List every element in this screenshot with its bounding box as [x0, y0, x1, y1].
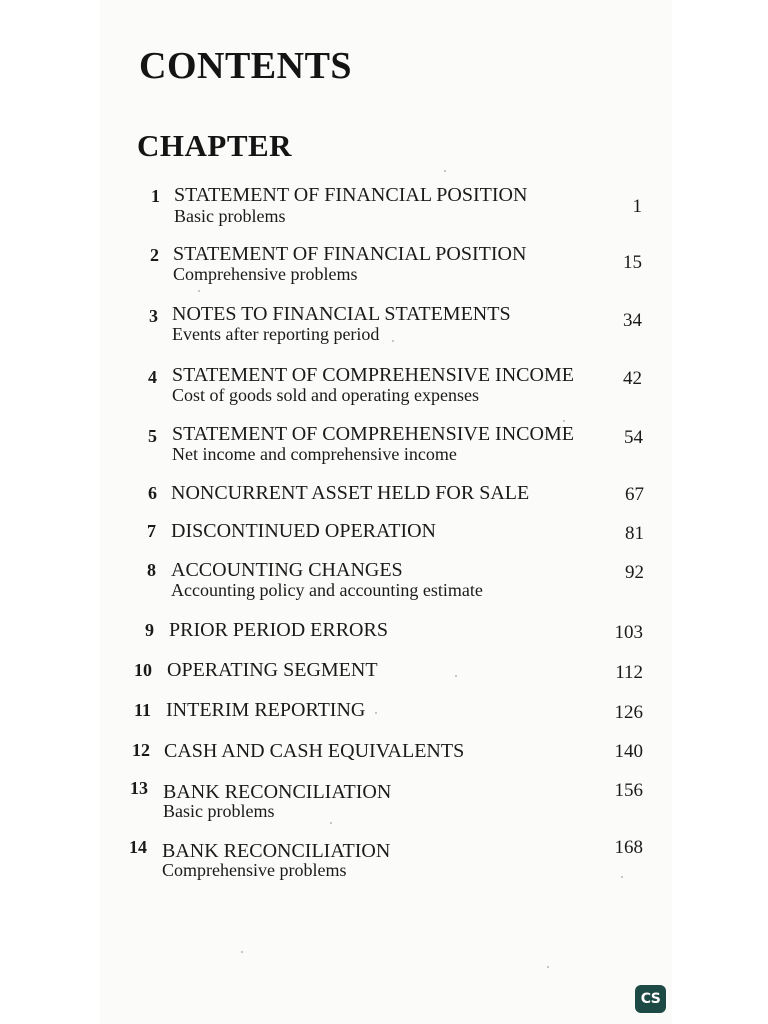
page-number: 168 [614, 837, 643, 858]
chapter-subtitle: Accounting policy and accounting estimate [171, 580, 483, 600]
page-number: 126 [614, 702, 643, 723]
chapter-number: 9 [145, 620, 154, 640]
chapter-number: 3 [149, 306, 158, 326]
chapter-title: BANK RECONCILIATION [163, 781, 392, 803]
chapter-subtitle: Events after reporting period [172, 324, 380, 344]
scan-speck [375, 712, 377, 714]
scan-speck [455, 675, 457, 677]
scan-speck [241, 951, 243, 953]
chapter-subtitle: Net income and comprehensive income [172, 444, 457, 464]
scan-speck [563, 420, 565, 422]
chapter-title: CASH AND CASH EQUIVALENTS [164, 740, 465, 762]
scan-speck [444, 170, 446, 172]
page-number: 112 [615, 662, 643, 683]
chapter-title: NONCURRENT ASSET HELD FOR SALE [171, 482, 530, 504]
camscanner-badge: CS [635, 985, 666, 1013]
contents-heading: CONTENTS [139, 45, 353, 87]
chapter-number: 11 [133, 700, 151, 720]
chapter-number: 6 [148, 483, 157, 503]
chapter-subtitle: Cost of goods sold and operating expenses [172, 385, 479, 405]
chapter-title: PRIOR PERIOD ERRORS [169, 619, 388, 641]
chapter-number: 4 [148, 367, 157, 387]
page-number: 103 [614, 622, 643, 643]
page-number: 140 [614, 741, 643, 762]
scan-speck [392, 340, 394, 342]
page-number: 1 [632, 196, 642, 217]
page-number: 54 [624, 427, 643, 448]
chapter-title: ACCOUNTING CHANGES [171, 559, 403, 581]
page-number: 156 [614, 780, 643, 801]
chapter-title: STATEMENT OF COMPREHENSIVE INCOME [172, 364, 574, 386]
chapter-subtitle: Basic problems [163, 801, 275, 821]
chapter-title: BANK RECONCILIATION [162, 840, 391, 862]
chapter-subtitle: Comprehensive problems [173, 264, 358, 284]
page-number: 34 [623, 310, 642, 331]
page-number: 15 [623, 252, 642, 273]
chapter-title: STATEMENT OF FINANCIAL POSITION [173, 243, 527, 265]
chapter-number: 8 [147, 560, 156, 580]
chapter-title: STATEMENT OF COMPREHENSIVE INCOME [172, 423, 574, 445]
chapter-number: 5 [148, 426, 157, 446]
scan-speck [621, 876, 623, 878]
page-number: 81 [625, 523, 644, 544]
chapter-title: STATEMENT OF FINANCIAL POSITION [174, 184, 528, 206]
chapter-number: 2 [150, 245, 159, 265]
chapter-number: 14 [129, 837, 147, 857]
chapter-number: 10 [134, 660, 152, 680]
page-number: 67 [625, 484, 644, 505]
page-number: 42 [623, 368, 642, 389]
chapter-title: INTERIM REPORTING [166, 699, 366, 721]
chapter-subtitle: Comprehensive problems [162, 860, 347, 880]
chapter-subtitle: Basic problems [174, 206, 286, 226]
chapter-title: DISCONTINUED OPERATION [171, 520, 436, 542]
chapter-title: NOTES TO FINANCIAL STATEMENTS [172, 303, 511, 325]
chapter-title: OPERATING SEGMENT [167, 659, 378, 681]
page-number: 92 [625, 562, 644, 583]
chapter-number: 12 [132, 740, 150, 760]
chapter-number: 1 [151, 186, 160, 206]
scan-speck [330, 822, 332, 824]
chapter-heading: CHAPTER [137, 128, 293, 163]
scan-speck [547, 966, 549, 968]
scan-speck [198, 290, 200, 292]
chapter-number: 7 [147, 521, 156, 541]
chapter-number: 13 [130, 778, 148, 798]
